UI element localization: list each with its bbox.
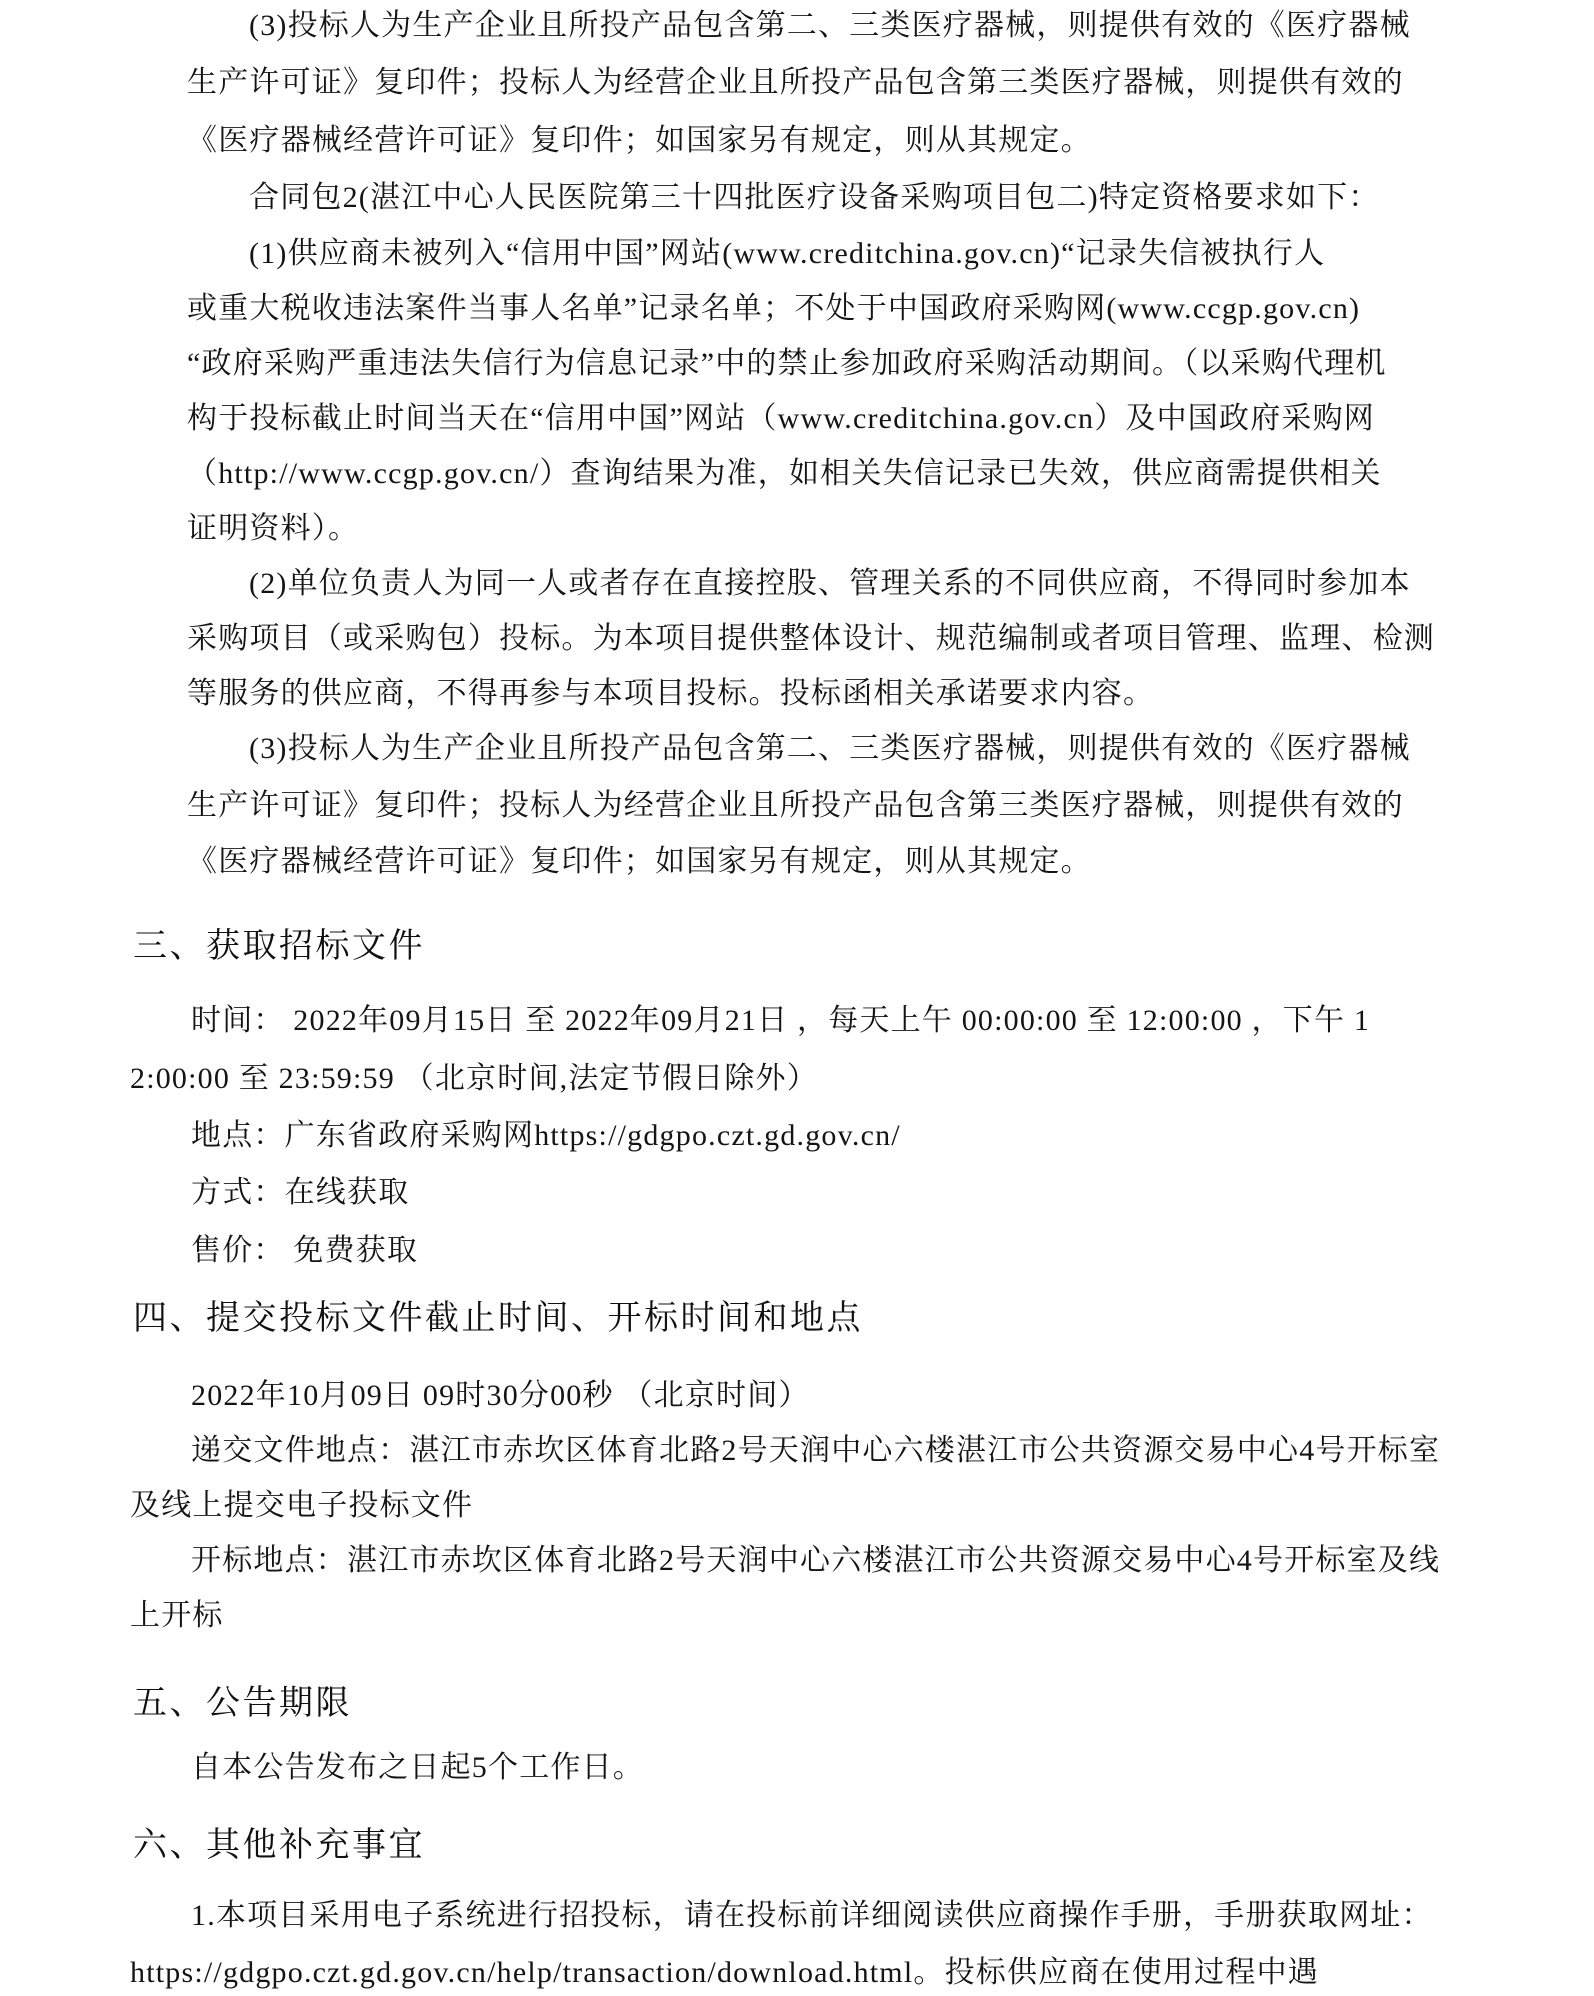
section-heading-announcement-period: 五、公告期限: [133, 1685, 352, 1722]
deadline-datetime-line: 2022年10月09日 09时30分00秒 （北京时间）: [191, 1379, 810, 1412]
qualification-line: 或重大税收违法案件当事人名单”记录名单；不处于中国政府采购网(www.ccgp.gov.cn): [187, 292, 1361, 325]
submission-place-line: 及线上提交电子投标文件: [130, 1489, 474, 1522]
other-matters-line: 1.本项目采用电子系统进行招投标，请在投标前详细阅读供应商操作手册，手册获取网址：: [191, 1899, 1433, 1932]
submission-place-line: 递交文件地点：湛江市赤坎区体育北路2号天润中心六楼湛江市公共资源交易中心4号开标室: [191, 1434, 1441, 1467]
qualification-line: 生产许可证》复印件；投标人为经营企业且所投产品包含第三类医疗器械，则提供有效的: [187, 789, 1404, 822]
qualification-line: （http://www.ccgp.gov.cn/）查询结果为准，如相关失信记录已失效，供应商需提供相关: [187, 457, 1382, 490]
section-heading-submission-deadline: 四、提交投标文件截止时间、开标时间和地点: [133, 1300, 863, 1337]
section-heading-other-matters: 六、其他补充事宜: [133, 1827, 425, 1864]
opening-place-line: 上开标: [130, 1599, 224, 1632]
qualification-line: (3)投标人为生产企业且所投产品包含第二、三类医疗器械，则提供有效的《医疗器械: [249, 732, 1411, 765]
qualification-line: (1)供应商未被列入“信用中国”网站(www.creditchina.gov.cn)“记录失信被执行人: [249, 237, 1326, 270]
obtain-method-line: 方式：在线获取: [191, 1176, 410, 1209]
qualification-line: 生产许可证》复印件；投标人为经营企业且所投产品包含第三类医疗器械，则提供有效的: [187, 66, 1404, 99]
qualification-line: 等服务的供应商，不得再参与本项目投标。投标函相关承诺要求内容。: [187, 677, 1155, 710]
obtain-place-line: 地点：广东省政府采购网https://gdgpo.czt.gd.gov.cn/: [191, 1119, 901, 1152]
contract-package2-line: 合同包2(湛江中心人民医院第三十四批医疗设备采购项目包二)特定资格要求如下：: [249, 181, 1380, 214]
obtain-time-line: 时间： 2022年09月15日 至 2022年09月21日 ，每天上午 00:00:00 至 12:00:00 ，下午 1: [191, 1004, 1371, 1037]
obtain-time-line: 2:00:00 至 23:59:59 （北京时间,法定节假日除外）: [130, 1062, 818, 1095]
qualification-line: 构于投标截止时间当天在“信用中国”网站（www.creditchina.gov.cn）及中国政府采购网: [187, 402, 1376, 435]
qualification-line: 《医疗器械经营许可证》复印件；如国家另有规定，则从其规定。: [187, 124, 1092, 157]
qualification-line: 采购项目（或采购包）投标。为本项目提供整体设计、规范编制或者项目管理、监理、检测: [187, 622, 1435, 655]
qualification-line: 《医疗器械经营许可证》复印件；如国家另有规定，则从其规定。: [187, 845, 1092, 878]
qualification-line: 证明资料）。: [187, 512, 360, 545]
section-heading-obtain-documents: 三、获取招标文件: [133, 928, 425, 965]
announcement-period-line: 自本公告发布之日起5个工作日。: [191, 1751, 644, 1784]
qualification-line: “政府采购严重违法失信行为信息记录”中的禁止参加政府采购活动期间。（以采购代理机: [187, 347, 1387, 380]
qualification-line: (2)单位负责人为同一人或者存在直接控股、管理关系的不同供应商，不得同时参加本: [249, 567, 1411, 600]
obtain-price-line: 售价： 免费获取: [191, 1234, 419, 1267]
manual-url-line: https://gdgpo.czt.gd.gov.cn/help/transaction/download.html。投标供应商在使用过程中遇: [130, 1956, 1319, 1989]
qualification-line: (3)投标人为生产企业且所投产品包含第二、三类医疗器械，则提供有效的《医疗器械: [249, 9, 1411, 42]
opening-place-line: 开标地点：湛江市赤坎区体育北路2号天润中心六楼湛江市公共资源交易中心4号开标室及线: [191, 1544, 1441, 1577]
